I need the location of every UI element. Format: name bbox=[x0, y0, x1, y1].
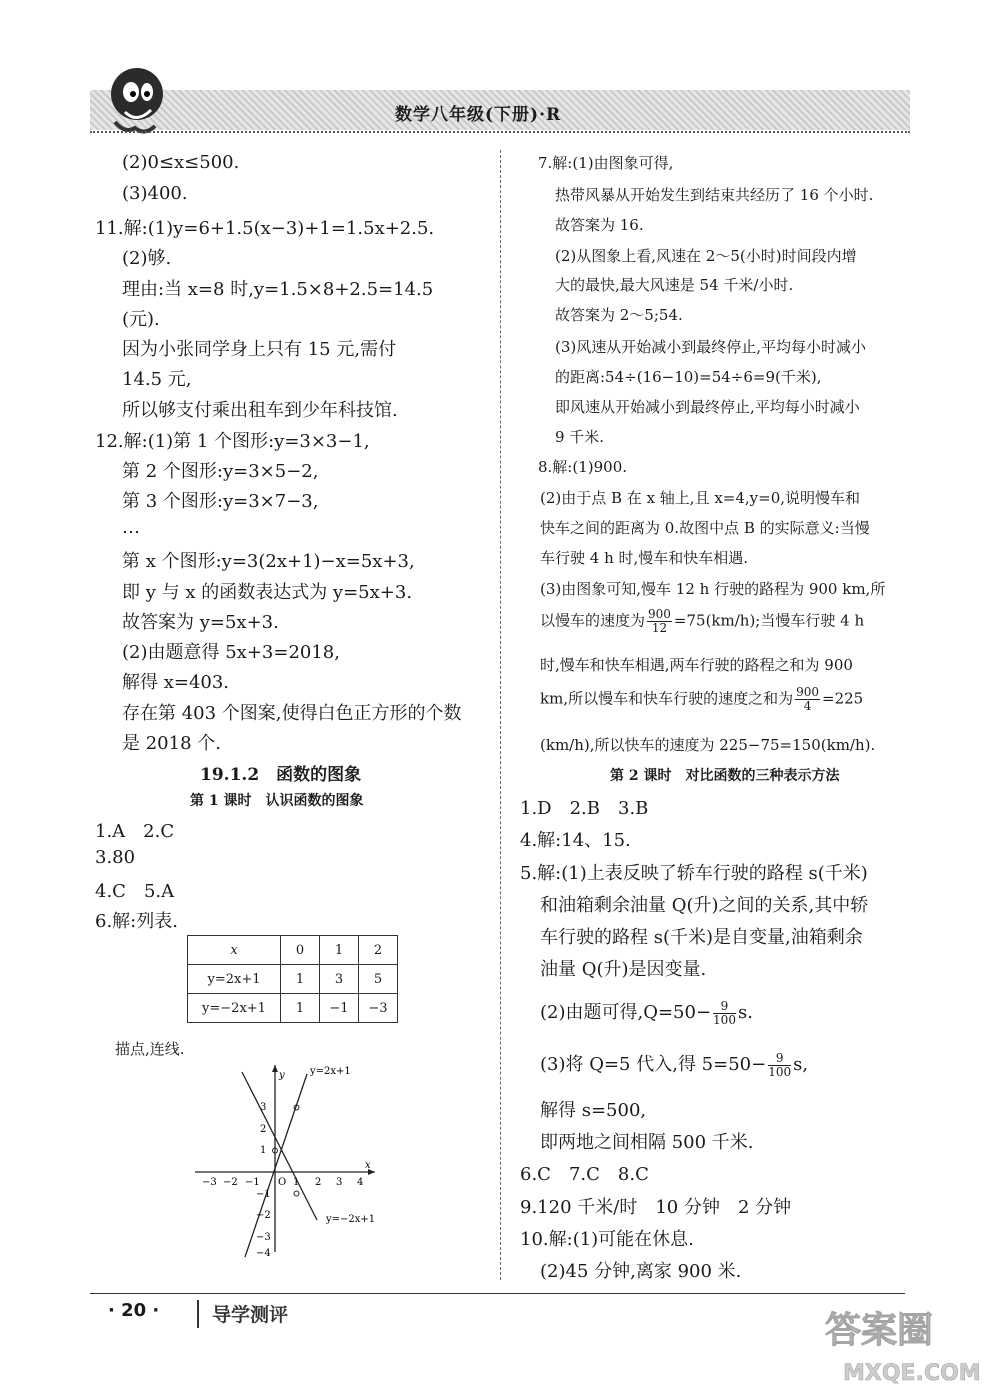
function-graph bbox=[190, 1060, 390, 1260]
table-row bbox=[188, 994, 398, 1023]
answer-line: 解得 x=403. bbox=[122, 672, 230, 693]
answer-line: 14.5 元, bbox=[122, 369, 192, 390]
answer-line: 车行驶 4 h 时,慢车和快车相遇. bbox=[540, 549, 749, 567]
header-title: 数学八年级(下册)·R bbox=[395, 105, 562, 125]
line-y-2x-plus-1 bbox=[245, 1074, 307, 1257]
answer-line: 即两地之间相隔 500 千米. bbox=[540, 1132, 754, 1153]
answer-line: 4.解:14、15. bbox=[520, 830, 631, 851]
page-number: · 20 · bbox=[108, 1300, 160, 1321]
table-header-cell: 2 bbox=[359, 936, 398, 965]
table-header-cell: x bbox=[188, 936, 281, 965]
watermark-logo bbox=[815, 1300, 995, 1388]
y-axis-label: y bbox=[279, 1070, 285, 1081]
answer-line bbox=[540, 686, 863, 713]
text-fragment: =75(km/h);当慢车行驶 4 h bbox=[673, 611, 865, 630]
answer-line: 即 y 与 x 的函数表达式为 y=5x+3. bbox=[122, 582, 413, 603]
fraction bbox=[647, 608, 672, 635]
table-cell: 1 bbox=[281, 965, 320, 994]
answer-line: 9.120 千米/时 10 分钟 2 分钟 bbox=[520, 1197, 792, 1218]
table-header-cell: 0 bbox=[281, 936, 320, 965]
answer-line: 油量 Q(升)是因变量. bbox=[540, 959, 707, 980]
fraction bbox=[713, 1000, 736, 1027]
answer-line: (元). bbox=[122, 309, 160, 330]
answer-line: 大的最快,最大风速是 54 千米/小时. bbox=[555, 276, 794, 294]
answer-line: 7.解:(1)由图象可得, bbox=[538, 154, 674, 172]
fraction-denominator: 4 bbox=[803, 699, 812, 713]
answer-line: 8.解:(1)900. bbox=[538, 458, 628, 476]
answer-line: 存在第 403 个图案,使得白色正方形的个数 bbox=[122, 703, 462, 724]
answer-line: 6.C 7.C 8.C bbox=[520, 1164, 649, 1185]
answer-line: (3)400. bbox=[122, 183, 188, 204]
answer-line: 12.解:(1)第 1 个图形:y=3×3−1, bbox=[95, 431, 370, 452]
table-row bbox=[188, 965, 398, 994]
table-cell: −1 bbox=[320, 994, 359, 1023]
x-tick: 3 bbox=[336, 1177, 343, 1188]
answer-line: 因为小张同学身上只有 15 元,需付 bbox=[122, 339, 397, 360]
y-tick: −1 bbox=[256, 1189, 271, 1200]
table-cell: −3 bbox=[359, 994, 398, 1023]
y-tick: 3 bbox=[260, 1102, 267, 1113]
answer-line: 10.解:(1)可能在休息. bbox=[520, 1229, 694, 1250]
answer-line: (2)从图象上看,风速在 2～5(小时)时间段内增 bbox=[555, 247, 857, 265]
answer-line bbox=[540, 998, 753, 1027]
answer-line: 11.解:(1)y=6+1.5(x−3)+1=1.5x+2.5. bbox=[95, 218, 435, 239]
line-y-neg-2x-plus-1 bbox=[242, 1072, 317, 1220]
answer-line: 故答案为 16. bbox=[555, 216, 644, 234]
answer-line: 故答案为 y=5x+3. bbox=[122, 612, 279, 633]
fraction-numerator: 900 bbox=[648, 607, 671, 621]
footer-divider bbox=[90, 1293, 905, 1294]
x-tick: −3 bbox=[202, 1177, 217, 1188]
y-tick: −3 bbox=[256, 1232, 271, 1243]
answer-line: … bbox=[122, 517, 140, 538]
y-tick: 2 bbox=[260, 1124, 267, 1135]
answer-line: 是 2018 个. bbox=[122, 733, 221, 754]
point-1-neg1 bbox=[294, 1191, 299, 1196]
answer-line: 解得 s=500, bbox=[540, 1100, 647, 1121]
text-fragment: =225 bbox=[822, 689, 864, 708]
y-tick: −4 bbox=[256, 1248, 271, 1259]
fraction-denominator: 100 bbox=[713, 1012, 736, 1027]
answer-line: 第 x 个图形:y=3(2x+1)−x=5x+3, bbox=[122, 551, 415, 572]
fraction-numerator: 9 bbox=[768, 1052, 791, 1066]
text-fragment: (3)将 Q=5 代入,得 5=50− bbox=[540, 1054, 767, 1075]
x-tick: −1 bbox=[245, 1177, 260, 1188]
origin-label: O bbox=[278, 1177, 287, 1188]
answer-line: 所以够支付乘出租车到少年科技馆. bbox=[122, 400, 398, 421]
answer-line: 热带风暴从开始发生到结束共经历了 16 个小时. bbox=[555, 186, 874, 204]
table-cell: y=−2x+1 bbox=[188, 994, 281, 1023]
watermark-title: 答案圈 bbox=[825, 1310, 934, 1351]
text-fragment: s, bbox=[793, 1054, 809, 1075]
table-cell: 1 bbox=[281, 994, 320, 1023]
answer-line: 快车之间的距离为 0.故图中点 B 的实际意义:当慢 bbox=[540, 519, 870, 537]
table-row bbox=[188, 936, 398, 965]
lesson1-title: 第 1 课时 认识函数的图象 bbox=[190, 793, 364, 809]
line1-label: y=2x+1 bbox=[310, 1066, 351, 1077]
answer-line: 1.D 2.B 3.B bbox=[520, 798, 649, 819]
answer-line bbox=[540, 1050, 808, 1079]
x-tick: −2 bbox=[223, 1177, 238, 1188]
x-tick: 4 bbox=[357, 1177, 364, 1188]
fraction-numerator: 900 bbox=[796, 685, 819, 699]
answer-line: (2)0≤x≤500. bbox=[122, 152, 240, 173]
answer-line: 9 千米. bbox=[555, 428, 605, 446]
answer-line: 第 3 个图形:y=3×7−3, bbox=[122, 491, 319, 512]
answer-line: (2)由题意得 5x+3=2018, bbox=[122, 642, 340, 663]
plot-caption: 描点,连线. bbox=[115, 1040, 185, 1058]
text-fragment: s. bbox=[737, 1002, 753, 1023]
answer-line: 第 2 个图形:y=3×5−2, bbox=[122, 461, 319, 482]
footer-brand: 导学测评 bbox=[212, 1304, 289, 1326]
y-tick: −2 bbox=[256, 1210, 271, 1221]
value-table bbox=[187, 935, 398, 1023]
x-axis-label: x bbox=[365, 1160, 371, 1171]
answer-line: 的距离:54÷(16−10)=54÷6=9(千米), bbox=[555, 368, 822, 386]
answer-line: 和油箱剩余油量 Q(升)之间的关系,其中轿 bbox=[540, 895, 869, 916]
text-fragment: (2)由题可得,Q=50− bbox=[540, 1002, 712, 1023]
answer-line: 3.80 bbox=[95, 847, 136, 868]
footer-separator bbox=[197, 1300, 199, 1328]
fraction-numerator: 9 bbox=[713, 1000, 736, 1014]
text-fragment: km,所以慢车和快车行驶的速度之和为 bbox=[540, 689, 794, 708]
line2-label: y=−2x+1 bbox=[326, 1214, 376, 1225]
answer-line: 1.A 2.C bbox=[95, 821, 175, 842]
answer-line: (2)45 分钟,离家 900 米. bbox=[540, 1261, 742, 1282]
table-cell: 3 bbox=[320, 965, 359, 994]
answer-line: 4.C 5.A bbox=[95, 881, 175, 902]
answer-line: 时,慢车和快车相遇,两车行驶的路程之和为 900 bbox=[540, 656, 853, 674]
mascot-logo bbox=[95, 62, 175, 142]
answer-line: (2)够. bbox=[122, 248, 172, 269]
column-divider bbox=[500, 150, 501, 1280]
fraction bbox=[795, 686, 820, 713]
answer-line: (3)由图象可知,慢车 12 h 行驶的路程为 900 km,所 bbox=[540, 580, 886, 598]
answer-line: 车行驶的路程 s(千米)是自变量,油箱剩余 bbox=[540, 927, 863, 948]
table-header-cell: 1 bbox=[320, 936, 359, 965]
section-title: 19.1.2 函数的图象 bbox=[200, 765, 362, 785]
answer-line: 理由:当 x=8 时,y=1.5×8+2.5=14.5 bbox=[122, 279, 434, 300]
answer-line: 故答案为 2～5;54. bbox=[555, 306, 683, 324]
fraction-denominator: 100 bbox=[768, 1064, 792, 1079]
table-cell: 5 bbox=[359, 965, 398, 994]
answer-line: 6.解:列表. bbox=[95, 911, 178, 932]
y-tick: 1 bbox=[260, 1145, 267, 1156]
x-tick: 1 bbox=[293, 1177, 300, 1188]
answer-line: (3)风速从开始减小到最终停止,平均每小时减小 bbox=[555, 338, 867, 356]
x-tick: 2 bbox=[315, 1177, 322, 1188]
y-axis-arrow bbox=[272, 1065, 278, 1072]
header-divider bbox=[90, 131, 910, 133]
fraction-denominator: 12 bbox=[651, 621, 668, 635]
answer-line bbox=[540, 608, 864, 635]
answer-line: (2)由于点 B 在 x 轴上,且 x=4,y=0,说明慢车和 bbox=[540, 489, 861, 507]
answer-line: (km/h),所以快车的速度为 225−75=150(km/h). bbox=[540, 736, 876, 754]
answer-line: 即风速从开始减小到最终停止,平均每小时减小 bbox=[555, 398, 860, 416]
fraction bbox=[768, 1052, 791, 1079]
text-fragment: 以慢车的速度为 bbox=[540, 611, 646, 630]
lesson2-title: 第 2 课时 对比函数的三种表示方法 bbox=[610, 768, 840, 784]
table-cell: y=2x+1 bbox=[188, 965, 281, 994]
answer-line: 5.解:(1)上表反映了轿车行驶的路程 s(千米) bbox=[520, 863, 868, 884]
watermark-url: MXQE.COM bbox=[843, 1361, 981, 1386]
